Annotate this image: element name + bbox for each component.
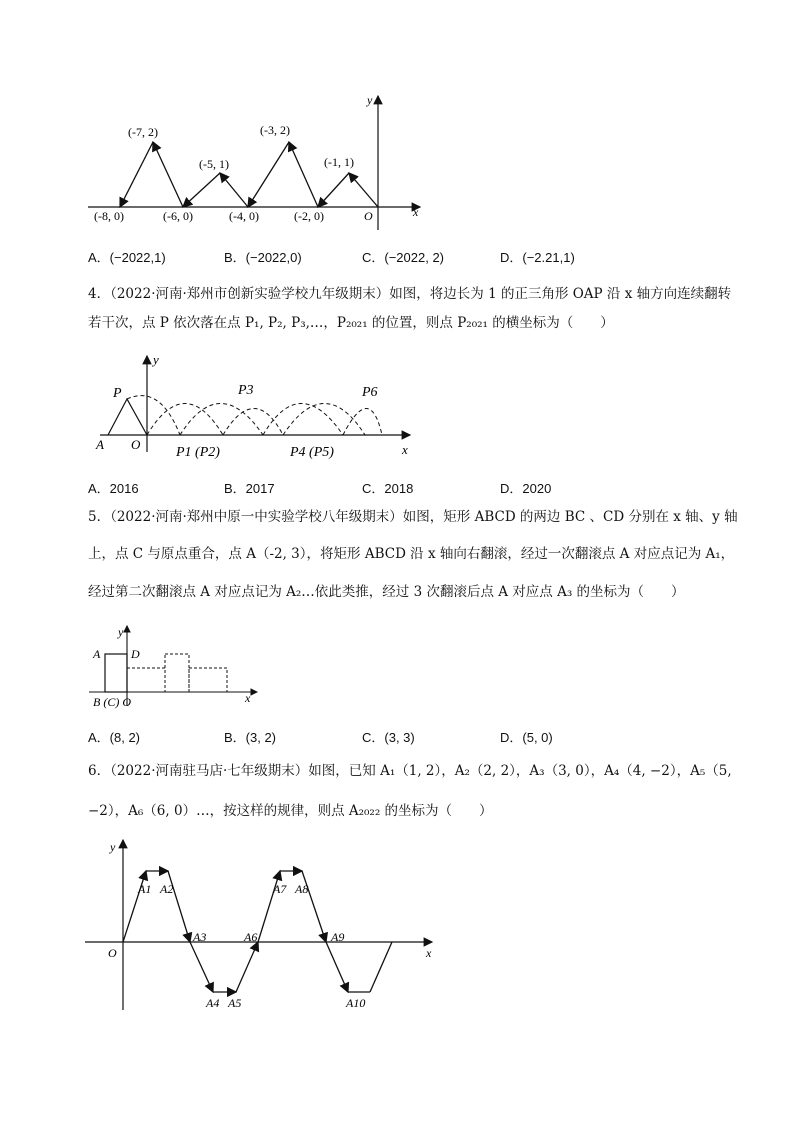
point-p4p5-label: P4 (P5)	[290, 445, 334, 460]
x-axis-label: x	[413, 205, 419, 219]
point-p1p2-label: P1 (P2)	[176, 445, 220, 460]
point-a-label: A	[93, 647, 101, 661]
question-4-line-1: 4．（2022·河南·郑州市创新实验学校九年级期末）如图，将边长为 1 的正三角形 OAP 沿 x 轴方向连续翻转	[88, 286, 732, 302]
x-axis-label: x	[245, 691, 251, 705]
question-6-line-1: 6．（2022·河南驻马店·七年级期末）如图，已知 A₁（1, 2），A₂（2, 2），A₃（3, 0），A₄（4, −2），A₅（5,	[88, 763, 732, 779]
point-p6-label: P6	[362, 385, 378, 400]
question-4-line-2: 若干次，点 P 依次落在点 P₁, P₂, P₃,…，P₂₀₂₁ 的位置，则点 P₂₀₂₁ 的横坐标为（ ）	[88, 315, 614, 331]
point-a7-label: A7	[273, 882, 287, 896]
point-a1-label: A1	[138, 882, 152, 896]
question-5-line-1: 5．（2022·河南·郑州中原一中实验学校八年级期末）如图，矩形 ABCD 的两边 BC 、CD 分别在 x 轴、y 轴	[88, 509, 738, 525]
option-b[interactable]: B．(3, 2)	[224, 730, 277, 745]
figure-zigzag-points	[80, 835, 440, 1020]
option-b[interactable]: B．(−2022,0)	[224, 250, 302, 265]
point-label: (-1, 1)	[324, 155, 354, 169]
point-label: (-2, 0)	[294, 209, 324, 223]
option-d[interactable]: D．(−2.21,1)	[500, 250, 575, 265]
figure-rolling-triangle	[90, 352, 420, 467]
option-a[interactable]: A．2016	[88, 481, 139, 496]
x-axis-label: x	[426, 946, 432, 960]
point-a3-label: A3	[193, 930, 207, 944]
point-a5-label: A5	[228, 996, 242, 1010]
option-c[interactable]: C．(−2022, 2)	[362, 250, 445, 265]
points-bco-label: B (C) O	[93, 695, 131, 709]
point-d-label: D	[131, 647, 140, 661]
point-a2-label: A2	[160, 882, 174, 896]
option-c[interactable]: C．2018	[362, 481, 414, 496]
y-axis-label: y	[110, 840, 116, 854]
origin-label: O	[364, 209, 373, 223]
point-a4-label: A4	[206, 996, 220, 1010]
option-d[interactable]: D．(5, 0)	[500, 730, 553, 745]
y-axis-label: y	[153, 352, 159, 367]
x-axis-label: x	[402, 442, 408, 457]
point-a-label: A	[96, 437, 104, 452]
point-p-label: P	[113, 386, 122, 401]
point-label: (-6, 0)	[163, 209, 193, 223]
option-c[interactable]: C．(3, 3)	[362, 730, 415, 745]
option-b[interactable]: B．2017	[224, 481, 275, 496]
point-a8-label: A8	[295, 882, 309, 896]
option-a[interactable]: A．(8, 2)	[88, 730, 141, 745]
origin-label: O	[108, 946, 117, 960]
point-p3-label: P3	[238, 383, 254, 398]
y-axis-label: y	[118, 625, 124, 639]
question-5-line-3: 经过第二次翻滚点 A 对应点记为 A₂…依此类推，经过 3 次翻滚后点 A 对应点 A₃ 的坐标为（ ）	[88, 584, 685, 600]
point-label: (-5, 1)	[199, 157, 229, 171]
option-d[interactable]: D．2020	[500, 481, 552, 496]
option-a[interactable]: A．(−2022,1)	[88, 250, 166, 265]
figure-rolling-rectangle	[85, 622, 265, 712]
y-axis-label: y	[367, 93, 373, 107]
point-a9-label: A9	[331, 930, 345, 944]
question-5-line-2: 上，点 C 与原点重合，点 A（-2, 3），将矩形 ABCD 沿 x 轴向右翻滚，经过一次翻滚点 A 对应点记为 A₁，	[88, 546, 735, 562]
figure-zigzag-arrows	[80, 90, 440, 230]
point-a6-label: A6	[244, 930, 258, 944]
point-label: (-7, 2)	[128, 125, 158, 139]
point-a10-label: A10	[346, 996, 366, 1010]
point-label: (-8, 0)	[94, 209, 124, 223]
point-label: (-4, 0)	[229, 209, 259, 223]
question-6-line-2: −2），A₆（6, 0）…，按这样的规律，则点 A₂₀₂₂ 的坐标为（ ）	[88, 803, 493, 819]
origin-label: O	[131, 437, 141, 452]
point-label: (-3, 2)	[260, 123, 290, 137]
